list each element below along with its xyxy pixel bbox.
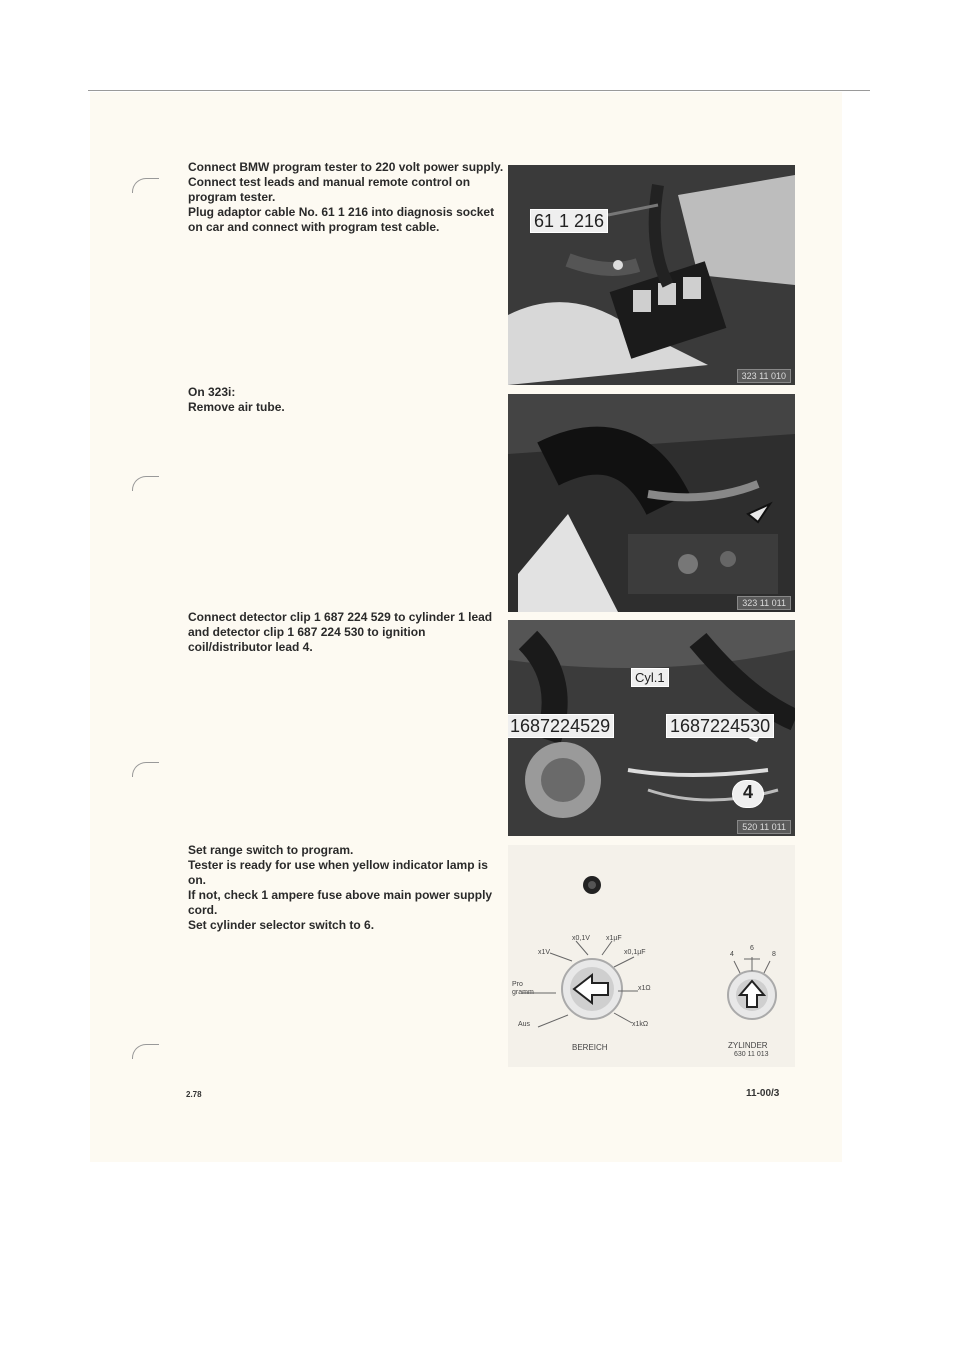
margin-mark xyxy=(132,178,159,193)
instruction-line: Set cylinder selector switch to 6. xyxy=(188,918,375,932)
tester-panel xyxy=(508,845,795,1067)
top-rule xyxy=(88,90,870,91)
margin-mark xyxy=(132,476,159,491)
range-label: x0,1V xyxy=(572,935,590,942)
instruction-line: If not, check 1 ampere fuse above main power supply cord. xyxy=(188,888,493,917)
instruction-block-3 xyxy=(188,610,506,655)
instruction-line: On 323i: xyxy=(188,385,236,399)
photo-air-tube xyxy=(508,394,795,612)
engine-bay-photo-2 xyxy=(508,394,795,612)
range-switch-title: BEREICH xyxy=(572,1043,608,1052)
page-number: 11-00/3 xyxy=(746,1088,780,1099)
instruction-line: Plug adaptor cable No. 61 1 216 into diagnosis socket on car and connect with program test cable. xyxy=(188,205,495,234)
cylinder-switch-title: ZYLINDER xyxy=(728,1041,768,1050)
instruction-line: Connect BMW program tester to 220 volt power supply. xyxy=(188,160,504,174)
range-label: x1µF xyxy=(606,935,622,942)
instruction-line: Connect detector clip 1 687 224 529 to cylinder 1 lead and detector clip 1 687 224 530 to ignition coil/distributor lead 4. xyxy=(188,610,493,654)
cylinder-option-label: 8 xyxy=(772,951,776,958)
photo-code: 520 11 011 xyxy=(737,820,791,834)
detector-clip-529-label: 1687224529 xyxy=(508,714,614,738)
range-label: x1Ω xyxy=(638,985,651,992)
photo-detector-clips xyxy=(508,620,795,836)
instruction-block-2 xyxy=(188,385,506,415)
range-label: x1kΩ xyxy=(632,1021,649,1028)
lead-4-label: 4 xyxy=(732,780,764,808)
margin-mark xyxy=(132,762,159,777)
engine-bay-photo-1 xyxy=(508,165,795,385)
range-label: Pro gramm xyxy=(512,981,534,996)
range-label: Aus xyxy=(518,1021,531,1028)
detector-clip-530-label: 1687224530 xyxy=(666,714,774,738)
cylinder-label: Cyl.1 xyxy=(631,668,669,687)
range-label: x1V xyxy=(538,949,551,956)
publication-date: 2.78 xyxy=(186,1090,202,1099)
adaptor-cable-label: 61 1 216 xyxy=(530,209,608,233)
cylinder-option-label: 6 xyxy=(750,945,754,952)
instruction-line: Tester is ready for use when yellow indicator lamp is on. xyxy=(188,858,488,887)
photo-diagnosis-socket xyxy=(508,165,795,385)
instruction-line: Connect test leads and manual remote control on program tester. xyxy=(188,175,471,204)
panel-code: 630 11 013 xyxy=(734,1051,769,1058)
instruction-block-1 xyxy=(188,160,506,235)
instruction-line: Set range switch to program. xyxy=(188,843,354,857)
tester-panel-drawing xyxy=(508,845,795,1067)
photo-code: 323 11 011 xyxy=(737,596,791,610)
photo-code: 323 11 010 xyxy=(737,369,791,383)
margin-mark xyxy=(132,1044,159,1059)
instruction-block-4 xyxy=(188,843,506,933)
cylinder-option-label: 4 xyxy=(730,951,734,958)
instruction-line: Remove air tube. xyxy=(188,400,285,414)
range-label: x0,1µF xyxy=(624,949,646,956)
